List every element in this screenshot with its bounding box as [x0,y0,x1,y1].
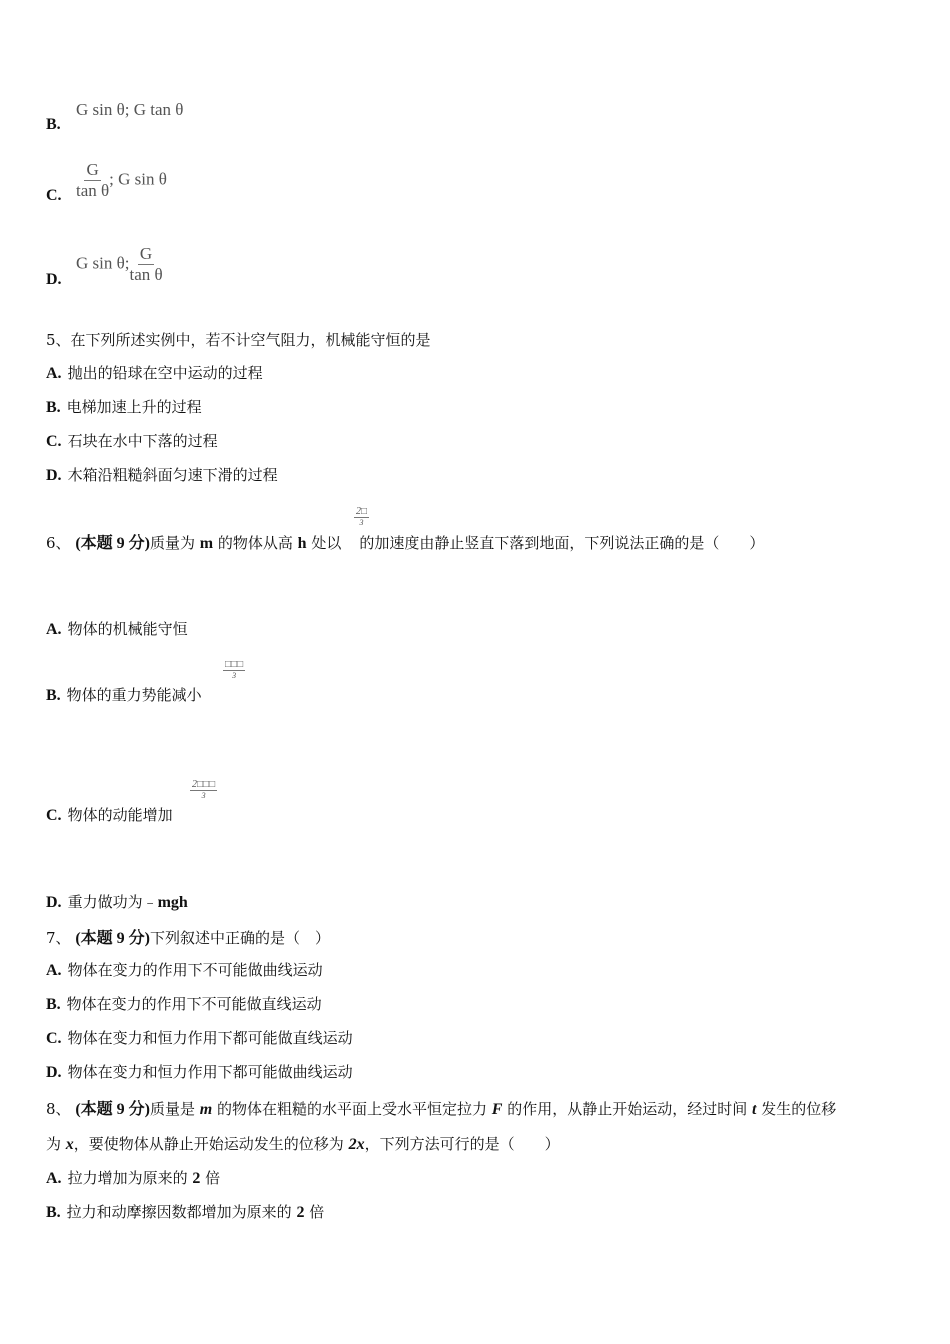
q5-stem: 5、在下列所述实例中，若不计空气阻力，机械能守恒的是 [46,331,431,349]
stem-text: ，下列方法可行的是（ ） [364,1135,560,1153]
option-label: B. [46,687,61,704]
option-text: 拉力增加为原来的 [67,1169,193,1187]
var-x: x [65,1136,74,1153]
score: (本题 9 分) [75,930,150,947]
numerator: G [139,244,153,263]
option-text: 倍 [304,1203,325,1221]
denominator: tan θ [76,181,110,200]
option-label: B. [46,116,61,133]
denominator: 3 [232,671,237,680]
option-text: 倍 [200,1169,221,1187]
stem-text: 的物体在粗糙的水平面上受水平恒定拉力 [212,1100,492,1118]
q6-option-c [46,804,173,825]
number: 2 [192,1170,201,1187]
option-text: 物体的动能增加 [67,806,173,824]
option-text: 物体在变力和恒力作用下都可能做直线运动 [67,1029,353,1047]
q4-option-d [46,270,68,289]
var-m: m [199,535,214,552]
option-label: A. [46,962,62,979]
var-2x: 2x [348,1136,365,1153]
number: 2 [296,1204,305,1221]
q7-option-d [46,1061,353,1082]
option-label: D. [46,467,62,484]
q7-stem [46,925,330,948]
stem-text: 的作用，从静止开始运动，经过时间 [502,1100,752,1118]
numerator: □□□ [225,659,244,670]
option-text: 拉力和动摩擦因数都增加为原来的 [66,1203,297,1221]
q4-option-d-math [76,244,163,285]
option-label: A. [46,365,62,382]
option-text: 物体在变力和恒力作用下都可能做曲线运动 [67,1063,353,1081]
q6-option-a [46,618,188,639]
math-text: ; G sin θ [109,169,167,189]
stem-text: 为 [46,1135,66,1153]
denominator: 3 [359,518,364,527]
q8-option-a [46,1167,220,1188]
stem-text: 发生的位移 [756,1100,837,1118]
denominator: 3 [201,791,206,800]
var-mgh: mgh [157,894,188,911]
q6-option-b [46,684,202,705]
numerator: 2□□□ [192,779,216,790]
stem-text: 的加速度由静止竖直下落到地面，下列说法正确的是（ ） [359,534,765,552]
numerator: 2□ [356,506,368,517]
option-label: A. [46,621,62,638]
score: (本题 9 分) [75,535,150,552]
var-h: h [297,535,307,552]
option-label: B. [46,1204,61,1221]
question-number: 6、 [46,534,71,552]
numerator: G [86,160,99,179]
option-label: C. [46,187,62,204]
option-label: D. [46,1064,62,1081]
q6-option-c-fraction [190,779,217,800]
q8-stem-line2 [46,1133,560,1154]
q4-option-b [46,115,67,134]
question-number: 7、 [46,929,71,947]
q4-option-c-math [76,160,167,201]
option-label: A. [46,1170,62,1187]
option-label: B. [46,399,61,416]
option-label: C. [46,1030,62,1047]
stem-text: 的物体从高 [213,534,298,552]
option-text: 物体在变力的作用下不可能做曲线运动 [67,961,323,979]
var-t: t [752,1101,757,1118]
q5-option-a [46,362,263,383]
option-label: C. [46,807,62,824]
option-text: 木箱沿粗糙斜面匀速下滑的过程 [67,466,278,484]
q5-option-c [46,430,218,451]
q7-option-a [46,959,323,980]
question-number: 8、 [46,1100,71,1118]
q8-stem-line1 [46,1096,836,1119]
q6-option-d [46,891,188,912]
option-label: D. [46,894,62,911]
option-text: 抛出的铅球在空中运动的过程 [67,364,263,382]
q8-option-b [46,1201,324,1222]
stem-text: 质量是 [150,1100,200,1118]
option-text: 电梯加速上升的过程 [66,398,202,416]
stem-text: 处以 [306,534,342,552]
stem-text: ，要使物体从静止开始运动发生的位移为 [73,1135,349,1153]
option-label: D. [46,271,62,288]
fraction [76,160,109,201]
stem-text: 质量为 [150,534,200,552]
option-text: 重力做功为﹣ [67,893,158,911]
math-text: G sin θ; [76,253,130,273]
option-text: 物体的机械能守恒 [67,620,188,638]
var-m: m [199,1101,213,1118]
q4-option-c [46,186,68,205]
stem-text: 下列叙述中正确的是（ ） [150,929,331,947]
q6-option-b-fraction [223,659,245,680]
var-f: F [491,1101,503,1118]
option-text: 石块在水中下落的过程 [67,432,218,450]
option-label: B. [46,996,61,1013]
option-text: 物体在变力的作用下不可能做直线运动 [66,995,322,1013]
q7-option-b [46,993,322,1014]
q6-stem [46,530,764,553]
q5-option-b [46,396,202,417]
option-text: 物体的重力势能减小 [66,686,202,704]
score: (本题 9 分) [75,1101,150,1118]
option-label: C. [46,433,62,450]
denominator: tan θ [129,265,163,284]
q6-fraction-image [354,506,369,527]
q4-option-b-math: G sin θ; G tan θ [76,100,184,119]
q7-option-c [46,1027,353,1048]
q5-option-d [46,464,278,485]
fraction [129,244,162,285]
